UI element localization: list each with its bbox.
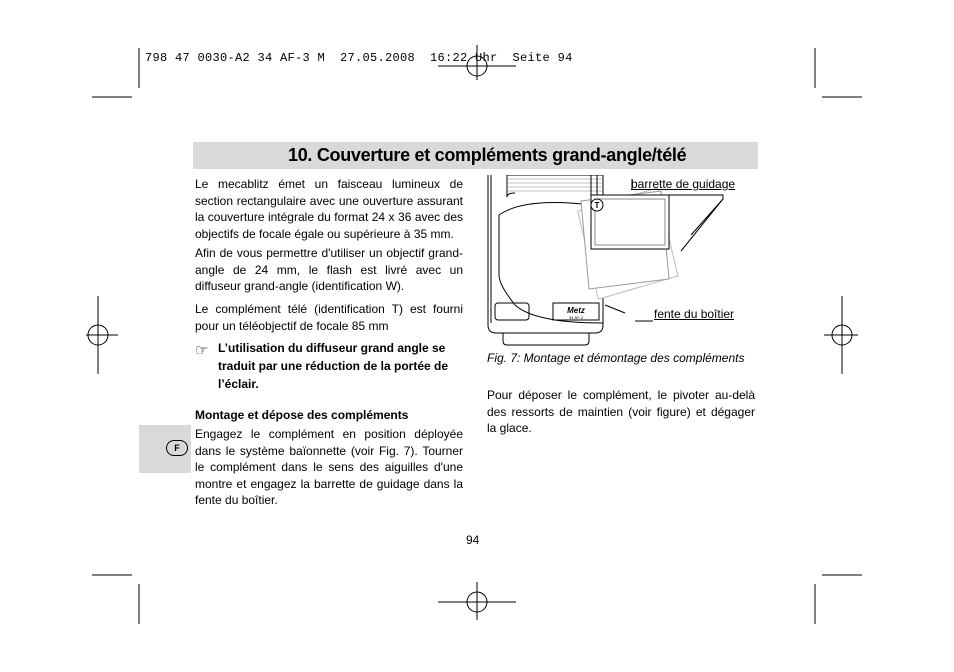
note-warning: L’utilisation du diffuseur grand angle se traduit par une réduction de la portée de l’éclair. — [218, 341, 449, 391]
language-tab-label: F — [166, 440, 188, 456]
label-housing-slot: fente du boîtier — [654, 307, 735, 321]
model-label: 34 AF-3 — [568, 315, 584, 320]
paragraph-removal: Pour déposer le complément, le pivoter au-delà des ressorts de maintien (voir figure) et dégager la glace. — [487, 388, 755, 435]
pointing-hand-icon: ☞ — [195, 342, 209, 359]
figure-flash-illustration — [485, 175, 747, 347]
label-guide-bar: barrette de guidage — [631, 177, 736, 191]
paragraph-wide-angle: Afin de vous permettre d'utiliser un objectif grand-angle de 24 mm, le flash est livré avec un diffuseur grand-angle (identification W). — [195, 246, 463, 293]
page-number: 94 — [466, 533, 480, 547]
paragraph-tele: Le complément télé (identification T) est fourni pour un téléobjectif de focale 85 mm — [195, 302, 463, 333]
section-title: 10. Couverture et compléments grand-angle/télé — [288, 145, 687, 165]
marker-t: T — [594, 201, 600, 210]
brand-logo: Metz — [567, 306, 585, 315]
subheading-mounting: Montage et dépose des compléments — [195, 408, 409, 422]
print-header: 798 47 0030-A2 34 AF-3 M 27.05.2008 16:22 Uhr Seite 94 — [145, 51, 573, 65]
figure-caption: Fig. 7: Montage et démontage des compléments — [487, 351, 745, 365]
paragraph-coverage: Le mecablitz émet un faisceau lumineux de section rectangulaire avec une ouverture assurant la couverture intégrale du format 24 x 36 avec des objectifs de focale égale ou supérieure à 35 mm. — [195, 177, 463, 241]
paragraph-mounting: Engagez le complément en position déployée dans le système baïonnette (voir Fig. 7). Tourner le complément dans le sens des aiguilles d'une montre et engagez la barrette de guidage dans la fente du boîtier. — [195, 427, 463, 507]
